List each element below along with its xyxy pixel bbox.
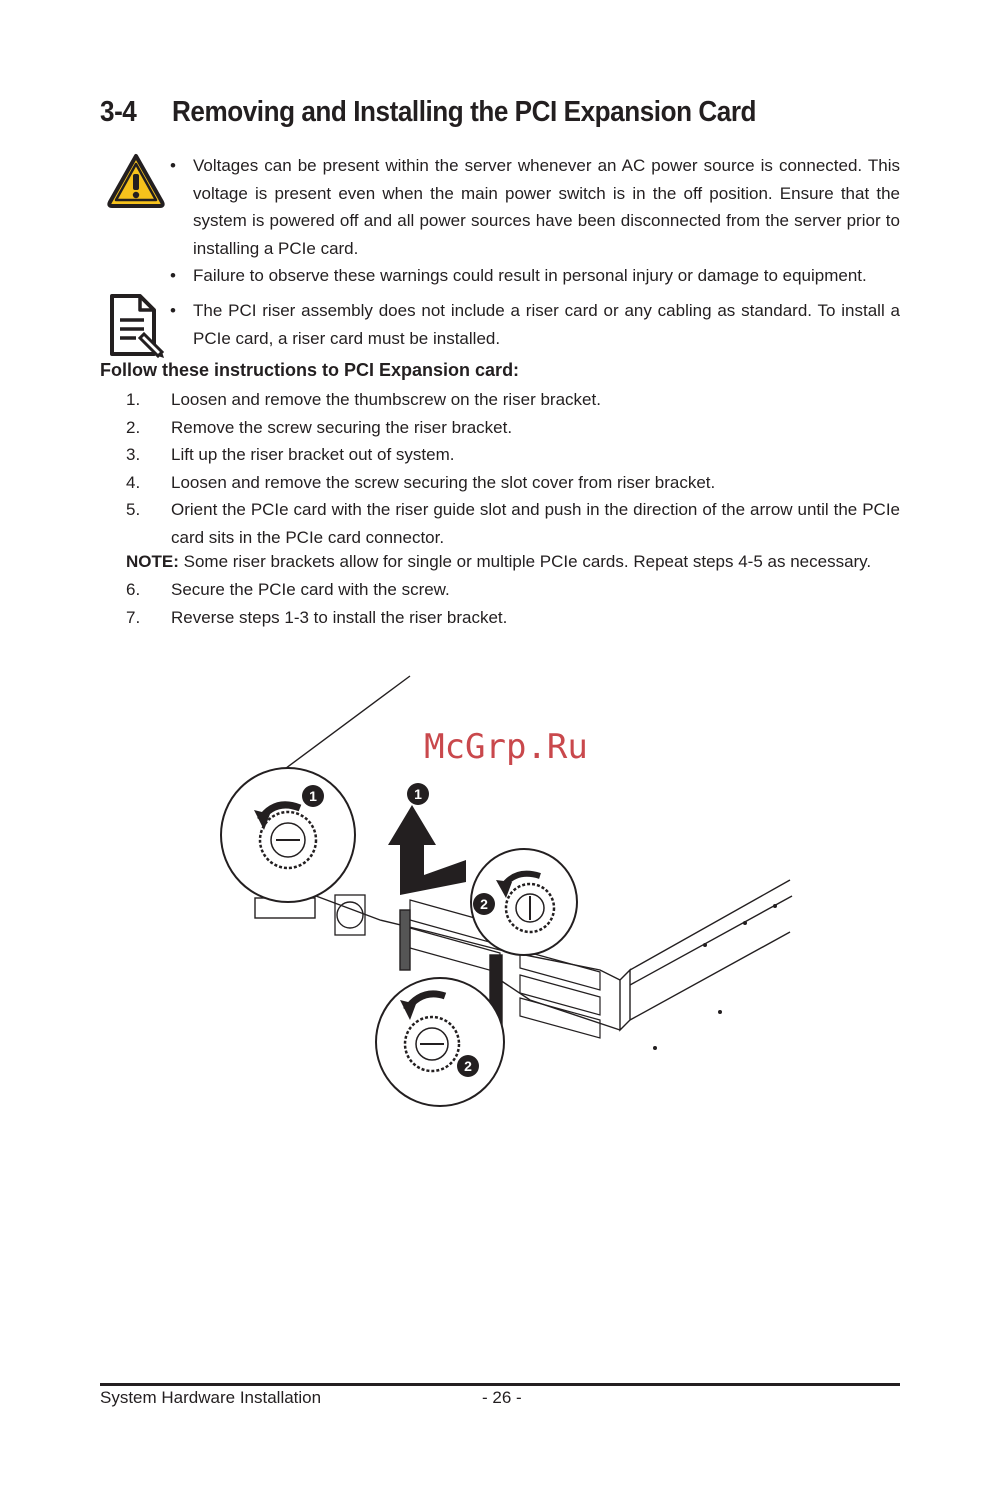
- callout-label: 1: [309, 788, 317, 804]
- step-text: Remove the screw securing the riser bracket.: [171, 417, 513, 437]
- warning-icon: [106, 152, 166, 215]
- step-item: [126, 576, 900, 604]
- step-text: Lift up the riser bracket out of system.: [171, 445, 455, 464]
- step-number: 3.: [126, 445, 141, 464]
- steps-list-b: [126, 576, 900, 631]
- step-item: [126, 604, 900, 632]
- note-list: [168, 297, 900, 352]
- callout-1b: [407, 783, 429, 805]
- note-label: NOTE:: [126, 552, 179, 571]
- step-text: Orient the PCIe card with the riser guide slot and push in the direction of the arrow until the PCIe card sits in the PCIe card connector.: [171, 500, 900, 547]
- thumbscrew-detail-3: [376, 978, 504, 1106]
- note-document-icon: [106, 292, 168, 365]
- step-number: 4.: [126, 472, 141, 492]
- step-number: 7.: [126, 607, 141, 627]
- section-title: Removing and Installing the PCI Expansion Card: [172, 96, 757, 128]
- step-item: [126, 469, 900, 497]
- step-item: [126, 441, 900, 469]
- watermark: McGrp.Ru: [424, 727, 588, 767]
- callout-2a: [473, 893, 495, 915]
- warning-list: [168, 152, 900, 290]
- warning-bullet: • Failure to observe these warnings could result in personal injury or damage to equipment.: [168, 262, 900, 290]
- step-text: Loosen and remove the thumbscrew on the riser bracket.: [171, 390, 601, 409]
- section-number: 3-4: [100, 96, 137, 128]
- footer-section-title: System Hardware Installation: [100, 1388, 322, 1407]
- footer-rule: [100, 1383, 900, 1386]
- step-number: 2.: [126, 417, 141, 437]
- riser-note: [126, 548, 871, 576]
- step-item: [126, 414, 900, 442]
- callout-2b: [457, 1055, 479, 1077]
- step-item: [126, 496, 900, 551]
- callout-label: 1: [414, 786, 422, 802]
- page-number: - 26 -: [482, 1388, 522, 1407]
- instructions-heading: Follow these instructions to PCI Expansion card:: [100, 360, 520, 380]
- warning-bullet: • Voltages can be present within the server whenever an AC power source is connected. This voltage is present even when the main power switch is in the off position. Ensure that the system is powered off and all power sources have been disconnected from the server prior to installing a PCIe card.: [168, 152, 900, 262]
- step-text: Reverse steps 1-3 to install the riser bracket.: [171, 607, 508, 627]
- chassis-rivets: [653, 904, 777, 1050]
- step-number: 1.: [126, 390, 141, 409]
- step-number: 6.: [126, 580, 141, 599]
- thumbscrew-detail-1: [221, 768, 355, 902]
- callout-label: 2: [480, 896, 488, 912]
- callout-label: 2: [464, 1058, 472, 1074]
- riser-removal-figure: [200, 670, 800, 1110]
- step-number: 5.: [126, 500, 141, 519]
- lift-arrow-icon: [388, 805, 466, 895]
- steps-list-a: [126, 386, 900, 551]
- callout-1a: [302, 785, 324, 807]
- step-text: Loosen and remove the screw securing the slot cover from riser bracket.: [171, 472, 716, 492]
- page-title: [100, 96, 756, 129]
- step-text: Secure the PCIe card with the screw.: [171, 580, 450, 599]
- note-bullet: • The PCI riser assembly does not include a riser card or any cabling as standard. To install a PCIe card, a riser card must be installed.: [168, 297, 900, 352]
- note-text: Some riser brackets allow for single or multiple PCIe cards. Repeat steps 4-5 as necessary.: [178, 552, 872, 571]
- step-item: [126, 386, 900, 414]
